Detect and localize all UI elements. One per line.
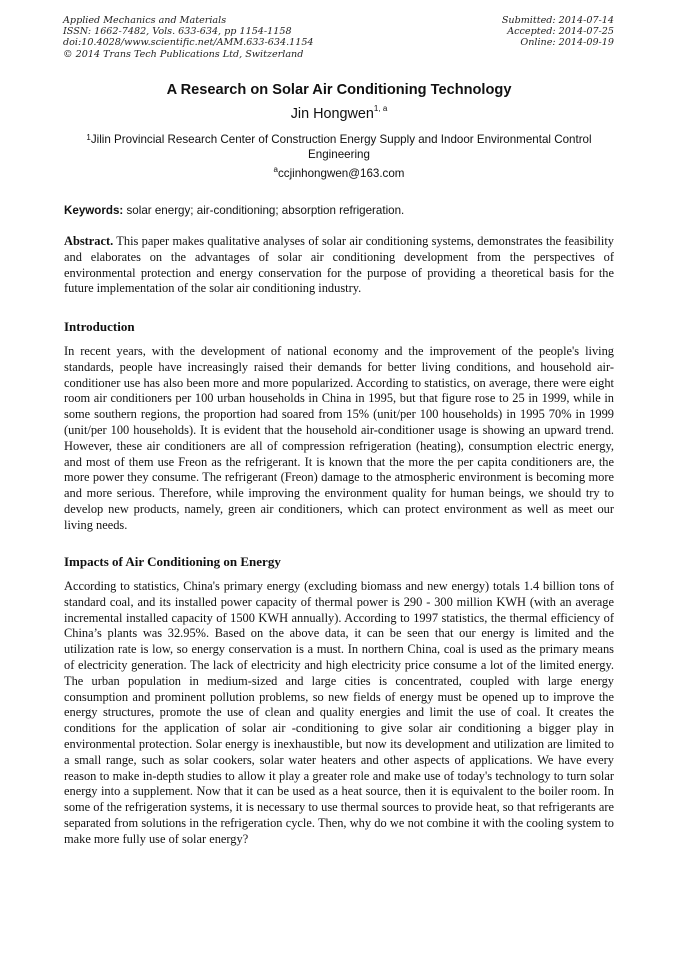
accepted-date: Accepted: 2014-07-25 — [507, 26, 614, 38]
paper-title: A Research on Solar Air Conditioning Technology — [166, 82, 512, 98]
author-affiliation-mark: 1, a — [373, 104, 388, 113]
journal-info — [63, 15, 314, 60]
section-heading-introduction: Introduction — [64, 319, 135, 334]
keywords-label: Keywords: — [64, 204, 124, 217]
copyright-line: © 2014 Trans Tech Publications Ltd, Switzerland — [63, 48, 304, 60]
issn-line: ISSN: 1662-7482, Vols. 633-634, pp 1154-1158 — [63, 26, 292, 38]
affiliation — [60, 132, 618, 162]
email-mark: a — [273, 165, 278, 174]
section-body-impacts: According to statistics, China's primary energy (excluding biomass and new energy) totals 1.4 billion tons of standard coal, and its installed power capacity of thermal power is 290 - 300 million KWH (with an average incremental installed capacity of 1500 KWH annually). According to 1997 statistics, the thermal efficiency of China’s plants was 32.95%. Based on the above data, it can be seen that our energy is limited and the utilization rate is low, so energy conservation is a must. In northern China, coal is used as the primary means of electricity generation. The lack of electricity and high electricity price consume a lot of the limited energy. The urban population in medium-sized and large cities is concentrated, coupled with large energy consumption and prominent pollution problems, so new fields of energy must be opened up to improve the energy structures, promote the use of clean and quality energies and limit the use of coal. It creates the conditions for the application of solar air -conditioning to give solar air conditioning a bigger play in environmental protection. Solar energy is inexhaustible, but now its development and utilization are limited to a small range, such as solar cookers, solar water heaters and other aspects of applications. We have every reason to make in-depth studies to allow it play a greater role and make use of today's technology to turn solar energy into a supplement. Now that it can be used as a heat source, then it is equivalent to the boiler room. In some of the refrigeration systems, it is necessary to use thermal sources to provide heat, so that refrigerants are separated from solutions in the refrigeration cycle. Then, why do we not combine it with the cooling system to make more fully use of solar energy? — [64, 579, 614, 846]
author-name: Jin Hongwen — [290, 106, 374, 122]
abstract — [64, 234, 614, 297]
doi-line: doi:10.4028/www.scientific.net/AMM.633-634.1154 — [63, 37, 314, 49]
affiliation-mark: 1 — [86, 133, 91, 142]
abstract-text: This paper makes qualitative analyses of solar air conditioning systems, demonstrates the feasibility and elaborates on the advantages of solar air conditioning development from the perspectives of environmental protection and energy conservation for the purpose of providing a theoretical basis for the future implementation of the solar air conditioning industry. — [64, 234, 614, 296]
email — [0, 167, 678, 180]
author — [0, 106, 678, 122]
abstract-label: Abstract. — [64, 234, 114, 248]
section-heading-impacts: Impacts of Air Conditioning on Energy — [64, 554, 281, 569]
section-body-introduction: In recent years, with the development of national economy and the improvement of the people's living standards, people have increasingly raised their demands for better living conditions, and household air-conditioner use has also been more and more popularized. According to statistics, on average, there were eight room air conditioners per 100 urban households in China in 1995, but that figure rose to 25 in 1999, while in some southern regions, the proportion had soared from 15% (unit/per 100 households) in 1995 70% in 1999 (unit/per 100 households). It is evident that the household air-conditioner usage is showing an upward trend. However, these air conditioners are all of compression refrigeration (heating), consumption electric energy, and most of them use Freon as the refrigerant. It is known that the more the per capita conditioners are, the more power they consume. The refrigerant (Freon) damage to the atmospheric environment is becoming more and more serious. Therefore, while improving the environment quality for human beings, we should try to develop new products, namely, green air conditioners, which can protect environment as well as meet our living needs. — [64, 344, 614, 532]
submitted-date: Submitted: 2014-07-14 — [501, 15, 614, 26]
email-address: ccjinhongwen@163.com — [277, 167, 405, 180]
keywords — [64, 204, 616, 217]
journal-name: Applied Mechanics and Materials — [63, 15, 227, 26]
online-date: Online: 2014-09-19 — [520, 37, 614, 49]
keywords-text: solar energy; air-conditioning; absorption refrigeration. — [123, 204, 405, 217]
affiliation-text: Jilin Provincial Research Center of Construction Energy Supply and Indoor Environmental Control Engineering — [90, 133, 592, 161]
dates-info — [502, 15, 614, 49]
